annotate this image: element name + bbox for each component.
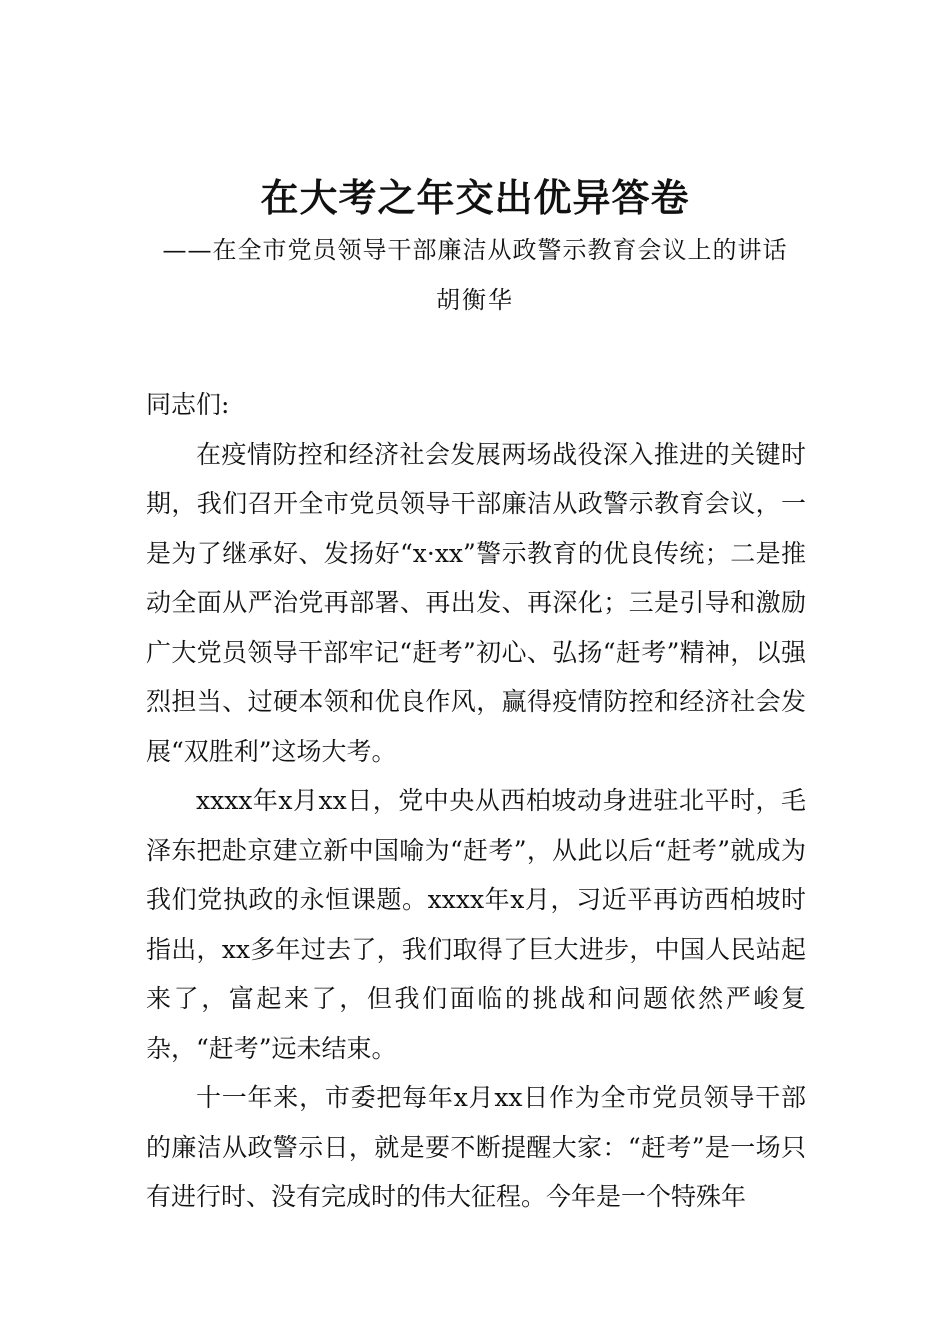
document-body	[146, 380, 806, 1222]
paragraph-3: 十一年来，市委把每年x月xx日作为全市党员领导干部的廉洁从政警示日，就是要不断提醒大家：“赶考”是一场只有进行时、没有完成时的伟大征程。今年是一个特殊年	[146, 1083, 806, 1211]
paragraph-2: xxxx年x月xx日，党中央从西柏坡动身进驻北平时，毛泽东把赴京建立新中国喻为“赶考”，从此以后“赶考”就成为我们党执政的永恒课题。xxxx年x月，习近平再访西柏坡时指出，xx多年过去了，我们取得了巨大进步，中国人民站起来了，富起来了，但我们面临的挑战和问题依然严峻复杂，“赶考”远未结束。	[146, 786, 806, 1063]
paragraph-1: 在疫情防控和经济社会发展两场战役深入推进的关键时期，我们召开全市党员领导干部廉洁从政警示教育会议，一是为了继承好、发扬好“x·xx”警示教育的优良传统；二是推动全面从严治党再部署、再出发、再深化；三是引导和激励广大党员领导干部牢记“赶考”初心、弘扬“赶考”精神，以强烈担当、过硬本领和优良作风，赢得疫情防控和经济社会发展“双胜利”这场大考。	[146, 439, 806, 766]
greeting: 同志们:	[146, 390, 230, 419]
document-subtitle: ——在全市党员领导干部廉洁从政警示教育会议上的讲话	[162, 236, 788, 264]
document-title: 在大考之年交出优异答卷	[260, 175, 690, 220]
document-author: 胡衡华	[436, 286, 514, 314]
